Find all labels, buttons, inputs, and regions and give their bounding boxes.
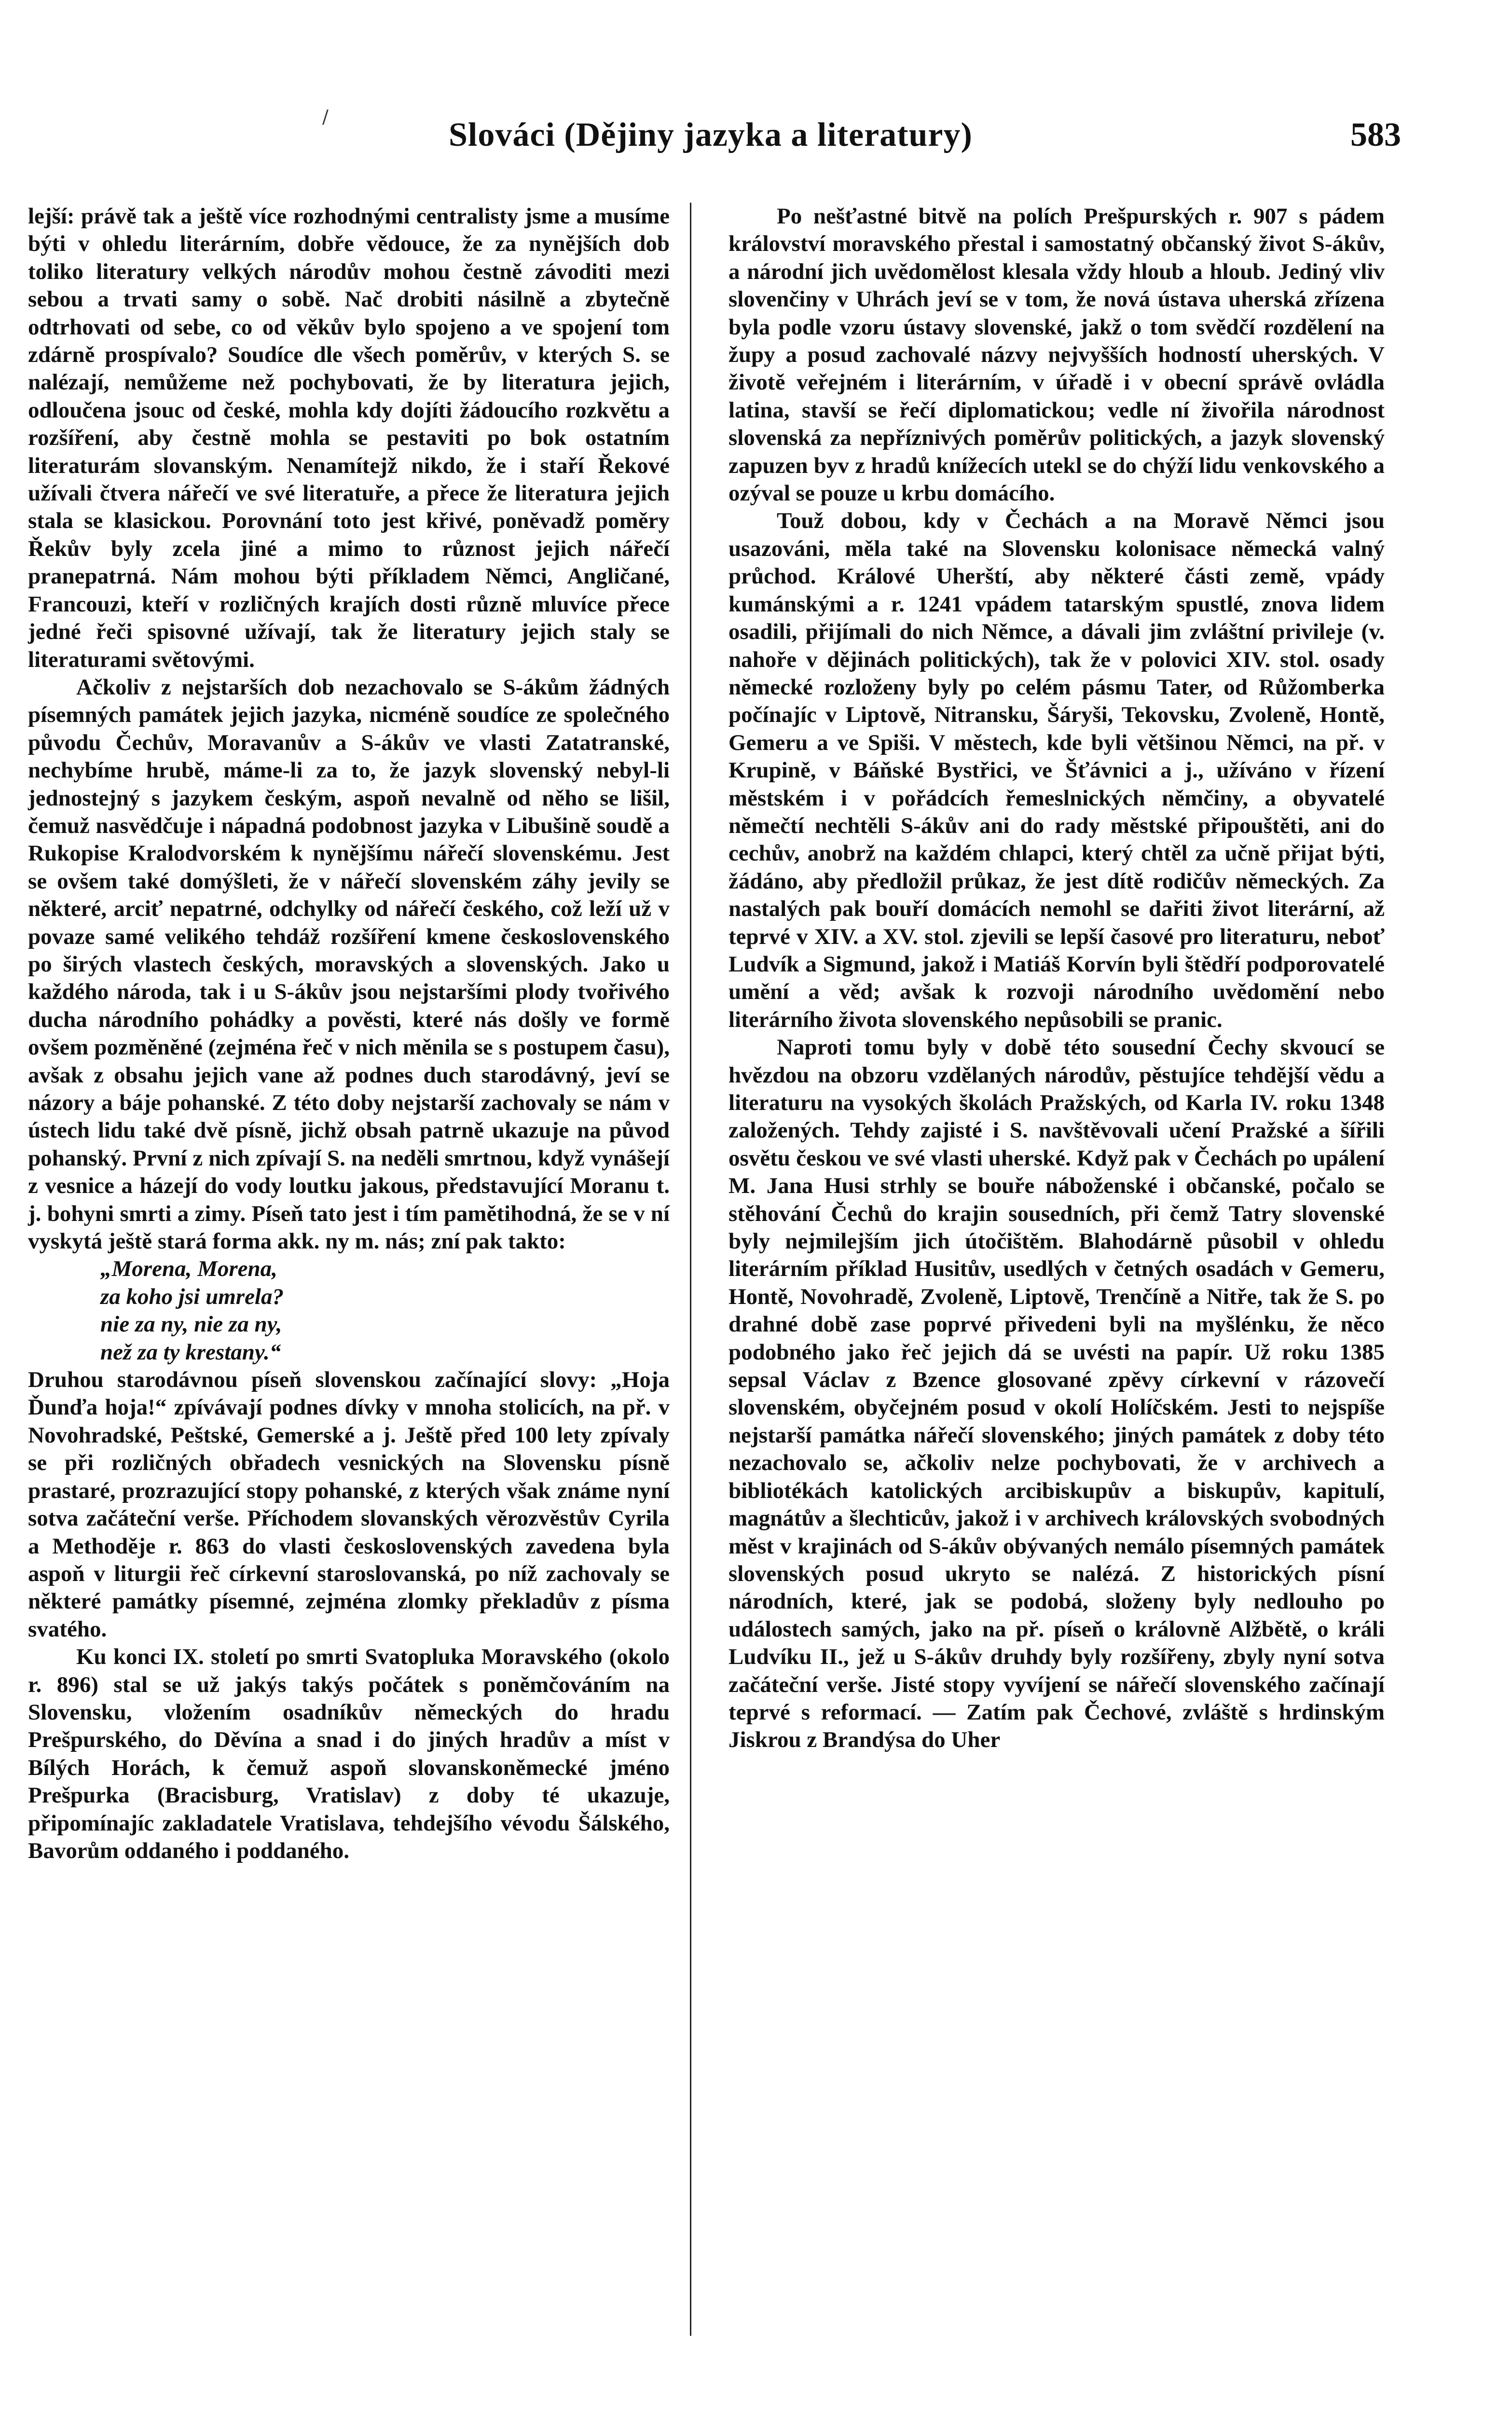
verse-line-4: než za ty krestany.“ <box>100 1339 281 1365</box>
verse-line-2: za koho jsi umrela? <box>100 1284 284 1309</box>
left-paragraph-3: Druhou starodávnou píseň slovenskou začínající slovy: „Hoja Ďunďa hoja!“ zpívávají podnes dívky v mnoha stolicích, na př. v Novohradské, Peštské, Gemerské a j. Ještě před 100 lety zpívaly se při rozličných obřadech vesnických na Slovensku písně prastaré, prozrazující stopy pohanské, z kterých však známe nyní sotva začáteční verše. Příchodem slovanských věrozvěstův Cyrila a Methoděje r. 863 do vlasti československých zavedena byla aspoň v liturgii řeč církevní staroslovanská, po níž zachovaly se některé památky písemné, zejména zlomky překladův z písma svatého. <box>28 1367 670 1642</box>
right-paragraph-1: Po nešťastné bitvě na polích Prešpurských r. 907 s pádem království moravského přestal i samostatný občanský život S-ákův, a národní jich uvědomělost klesala vždy hloub a hloub. Jediný vliv slovenčiny v Uhrách jeví se v tom, že nová ústava uherská zřízena byla podle vzoru ústavy slovenské, jakž o tom svědčí rozdělení na župy a posud zachovalé názvy nejvyšších hodností uherských. V životě veřejném i literárním, v úřadě i v obecní správě ovládla latina, stavší se řečí diplomatickou; vedle ní živořila národnost slovenská za nepříznivých poměrův politických, a jazyk slovenský zapuzen byv z hradů knížecích utekl se do chýží lidu venkovského a ozýval se pouze u krbu domácího. <box>729 204 1385 506</box>
folk-song-verse <box>28 1255 670 1366</box>
stray-mark: / <box>322 106 329 127</box>
right-paragraph-3: Naproti tomu byly v době této sousední Čechy skvoucí se hvězdou na obzoru vzdělaných národův, pěstujíce tehdější vědu a literaturu na vysokých školách Pražských, od Karla IV. roku 1348 založených. Tehdy zajisté i S. navštěvovali učení Pražské a šířili osvětu českou ve své vlasti uherské. Když pak v Čechách po upálení M. Jana Husi strhly se bouře náboženské i občanské, počalo se stěhování Čechů do krajin sousedních, při čemž Tatry slovenské byly nejmilejším jich útočištěm. Blahodárně působil v ohledu literárním příklad Husitův, usedlých v četných osadách v Gemeru, Hontě, Novohradě, Zvoleně, Liptově, Trenčíně a Nitře, tak že S. po drahné době zase poprvé přivedeni byli na myšlénku, že něco podobného jako řeč jejich dá se uvésti na papír. Už roku 1385 sepsal Václav z Bzence glosované zpěvy církevní v rázovečí slovenském, obyčejném posud v okolí Holíčském. Jesti to nejspíše nejstarší památka nářečí slovenského; jiných památek z doby této nezachovalo se, ačkoliv nelze pochybovati, že v archivech a bibliotékách katolických arcibiskupův a biskupův, kapitulí, magnátův a šlechticův, jakož i v archivech královských svobodných měst v krajinách od S-ákův obývaných nemálo písemných památek slovenských posud ukryto se nalézá. Z historických písní národních, které, jak se podobá, složeny byly nedlouho po událostech samých, jako na př. píseň o královně Alžbětě, o králi Ludvíku II., jež u S-ákův druhdy byly rozšířeny, zbyly nyní sotva začáteční verše. Jisté stopy vyvíjení se nářečí slovenského začínají teprvé s reformací. — Zatím pak Čechové, zvláště s hrdinským Jiskrou z Brandýsa do Uher <box>729 1035 1385 1753</box>
left-paragraph-4: Ku konci IX. století po smrti Svatopluka Moravského (okolo r. 896) stal se už jakýs takýs počátek s poněmčováním na Slovensku, vložením osadníkův německých do hradu Prešpurského, do Děvína a snad i do jiných hradův a míst v Bílých Horách, k čemuž aspoň slovanskoněmecké jméno Prešpurka (Bracisburg, Vratislav) z doby té ukazuje, připomínajíc zakladatele Vratislava, tehdejšího vévodu Šálského, Bavorům oddaného i poddaného. <box>28 1644 670 1863</box>
verse-line-3: nie za ny, nie za ny, <box>100 1312 282 1337</box>
running-title: Slováci (Dějiny jazyka a literatury) <box>449 116 973 153</box>
right-column <box>729 203 1385 1754</box>
page-number: 583 <box>1350 116 1401 153</box>
column-divider <box>690 203 691 2336</box>
left-column <box>28 203 670 1865</box>
left-paragraph-2: Ačkoliv z nejstarších dob nezachovalo se S-ákům žádných písemných památek jejich jazyka, nicméně soudíce ze společného původu Čechův, Moravanův a S-ákův ve vlasti Zatatranské, nechybíme hrubě, máme-li za to, že jazyk slovenský nebyl-li jednostejný s jazykem českým, aspoň nevalně od něho se lišil, čemuž nasvědčuje i nápadná podobnost jazyka v Libušině soudě a Rukopise Kralodvorském k nynějšímu nářečí slovenskému. Jest se ovšem také domýšleti, že v nářečí slovenském záhy jevily se některé, arciť nepatrné, odchylky od nářečí českého, což leží už v povaze samé velikého tehdáž rozšíření kmene československého po širých vlastech českých, moravských a slovenských. Jako u každého národa, tak i u S-ákův jsou nejstaršími plody tvořivého ducha národního pohádky a pověsti, které nás došly ve formě ovšem pozměněné (zejména řeč v nich měnila se s postupem času), avšak z obsahu jejich vane až podnes duch starodávný, jeví se názory a báje pohanské. Z této doby nejstarší zachovaly se nám v ústech lidu také dvě písně, jichž obsah patrně ukazuje na původ pohanský. První z nich zpívají S. na neděli smrtnou, když vynášejí z vesnice a házejí do vody loutku jakous, představující Moranu t. j. bohyni smrti a zimy. Píseň tato jest i tím pamětihodná, že se v ní vyskytá ještě stará forma akk. ny m. nás; zní pak takto: <box>28 674 670 1254</box>
running-header <box>449 116 1401 164</box>
verse-line-1: „Morena, Morena, <box>100 1256 277 1282</box>
left-paragraph-1: lejší: právě tak a ještě více rozhodnými centralisty jsme a musíme býti v ohledu literárním, dobře vědouce, že za nynějších dob toliko literatury velkých národův mohou čestně závoditi mezi sebou a trvati samy o sobě. Nač drobiti násilně a zbytečně odtrhovati od sebe, co od věkův bylo spojeno a ve spojení tom zdárně prospívalo? Soudíce dle všech poměrův, v kterých S. se nalézají, nemůžeme než pochybovati, že by literatura jejich, odloučena jsouc od české, mohla kdy dojíti žádoucího rozkvětu a rozšíření, aby čestně mohla se pestaviti po bok ostatním literaturám slovanským. Nenamítejž nikdo, že i staří Řekové užívali čtvera nářečí ve své literatuře, a přece že literatura jejich stala se klasickou. Porovnání toto jest křivé, poněvadž poměry Řekův byly zcela jiné a mimo to různost jejich nářečí pranepatrná. Nám mohou býti příkladem Němci, Angličané, Francouzi, kteří v rozličných krajích dosti různě mluvíce přece jedné řeči spisovné užívají, tak že literatury jejich staly se literaturami světovými. <box>28 204 670 672</box>
right-paragraph-2: Touž dobou, kdy v Čechách a na Moravě Němci jsou usazováni, měla také na Slovensku kolonisace německá valný průchod. Králové Uherští, aby některé části země, vpády kumánskými a r. 1241 vpádem tatarským spustlé, znova lidem osadili, přijímali do nich Němce, a dávali jim zvláštní privileje (v. nahoře v dějinách politických), tak že v polovici XIV. stol. osady německé rozloženy byly po celém pásmu Tater, od Růžomberka počínajíc v Liptově, Nitransku, Šáryši, Tekovsku, Zvoleně, Hontě, Gemeru a ve Spiši. V městech, kde byli většinou Němci, na př. v Krupině, v Báňské Bystřici, ve Šťávnici a j., užíváno v řízení městském i v pořádcích řemeslnických němčiny, a obyvatelé němečtí nechtěli S-ákův ani do rady městské připouštěti, ani do cechův, anobrž na každém chlapci, který chtěl za učně přijat býti, žádáno, aby předložil průkaz, že jest dítě rodičův německých. Za nastalých pak bouří domácích nemohl se dařiti život literární, až teprvé v XIV. a XV. stol. zjevili se lepší časové pro literaturu, neboť Ludvík a Sigmund, jakož i Matiáš Korvín byli štědří podporovatelé umění a věd; avšak k rozvoji národního uvědomění nebo literárního života slovenského nepůsobili se pranic. <box>729 508 1385 1032</box>
